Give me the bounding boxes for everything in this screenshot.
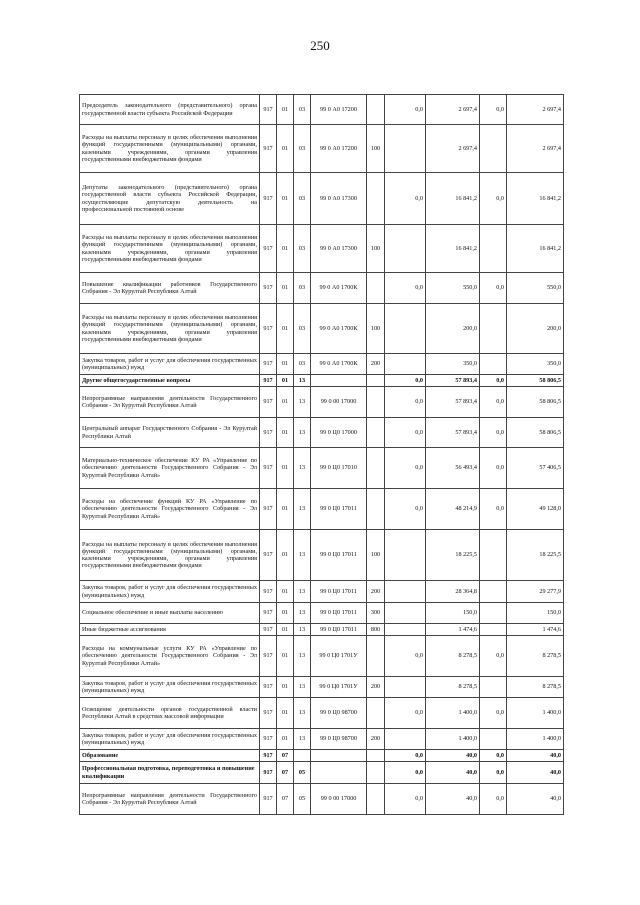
ministry-code: 917 [260,603,277,624]
amount-2: 1 400,0 [426,698,480,729]
amount-2: 2 697,4 [426,125,480,173]
amount-3: 0,0 [480,762,507,784]
ministry-code: 917 [260,762,277,784]
expense-type-code: 300 [367,603,385,624]
ministry-code: 917 [260,624,277,636]
row-description: Председатель законодательного (представительного) органа государственной власти субъекта Российской Федерации [80,95,260,125]
table-row [80,273,564,304]
subsection-code: 03 [294,273,311,304]
target-article-code: 99 0 А0 1700К [311,304,367,354]
row-description: Освещение деятельности органов государственной власти Республики Алтай в средствах массовой информации [80,698,260,729]
amount-1 [385,603,426,624]
amount-4: 550,0 [507,273,564,304]
subsection-code: 13 [294,530,311,581]
amount-1: 0,0 [385,375,426,387]
section-code: 01 [277,125,294,173]
row-description: Иные бюджетные ассигнования [80,624,260,636]
amount-4: 40,0 [507,750,564,762]
expense-type-code [367,636,385,677]
row-description: Другие общегосударственные вопросы [80,375,260,387]
table-row [80,762,564,784]
amount-2: 57 893,4 [426,418,480,448]
expense-type-code [367,418,385,448]
target-article-code: 99 0 Ц0 1701У [311,636,367,677]
section-code: 01 [277,273,294,304]
amount-1 [385,677,426,698]
ministry-code: 917 [260,750,277,762]
amount-1: 0,0 [385,273,426,304]
amount-3: 0,0 [480,418,507,448]
subsection-code: 03 [294,304,311,354]
amount-2: 48 214,9 [426,489,480,530]
table-row [80,225,564,273]
section-code: 01 [277,95,294,125]
table-row [80,530,564,581]
amount-4: 1 400,0 [507,729,564,750]
target-article-code [311,750,367,762]
ministry-code: 917 [260,273,277,304]
expense-type-code: 100 [367,304,385,354]
table-row [80,173,564,225]
expense-type-code [367,489,385,530]
ministry-code: 917 [260,448,277,489]
amount-1 [385,125,426,173]
amount-3: 0,0 [480,489,507,530]
target-article-code: 99 0 Ц0 17011 [311,530,367,581]
amount-2: 57 893,4 [426,387,480,418]
amount-3 [480,125,507,173]
target-article-code: 99 0 А0 17300 [311,225,367,273]
row-description: Расходы на коммунальные услуги КУ РА «Управление по обеспечению деятельности Государственного Собрания - Эл Курултай Республики Алтай» [80,636,260,677]
ministry-code: 917 [260,418,277,448]
expense-type-code: 100 [367,225,385,273]
subsection-code: 03 [294,354,311,375]
target-article-code: 99 0 Ц0 17010 [311,448,367,489]
expense-type-code [367,387,385,418]
expense-type-code: 800 [367,624,385,636]
amount-2: 8 278,5 [426,636,480,677]
ministry-code: 917 [260,95,277,125]
section-code: 01 [277,624,294,636]
amount-2: 1 474,6 [426,624,480,636]
amount-4: 8 278,5 [507,677,564,698]
ministry-code: 917 [260,375,277,387]
subsection-code: 13 [294,387,311,418]
ministry-code: 917 [260,530,277,581]
amount-3: 0,0 [480,95,507,125]
table-row [80,95,564,125]
amount-3 [480,225,507,273]
section-code: 01 [277,729,294,750]
amount-3: 0,0 [480,784,507,815]
amount-4: 16 841,2 [507,173,564,225]
row-description: Закупка товаров, работ и услуг для обеспечения государственных (муниципальных) нужд [80,581,260,603]
table-row [80,125,564,173]
section-code: 01 [277,173,294,225]
target-article-code: 99 0 Ц0 17011 [311,581,367,603]
amount-2: 1 400,0 [426,729,480,750]
section-code: 07 [277,762,294,784]
amount-4: 18 225,5 [507,530,564,581]
amount-4: 16 841,2 [507,225,564,273]
amount-4: 58 806,5 [507,387,564,418]
amount-2: 150,0 [426,603,480,624]
amount-2: 16 841,2 [426,173,480,225]
table-row [80,418,564,448]
section-code: 01 [277,304,294,354]
subsection-code: 13 [294,677,311,698]
subsection-code: 03 [294,125,311,173]
expense-type-code: 200 [367,581,385,603]
subsection-code: 13 [294,489,311,530]
amount-2: 56 493,4 [426,448,480,489]
subsection-code: 13 [294,581,311,603]
table-row [80,624,564,636]
amount-4: 2 697,4 [507,95,564,125]
expense-type-code: 200 [367,354,385,375]
ministry-code: 917 [260,677,277,698]
amount-1: 0,0 [385,387,426,418]
section-code: 01 [277,489,294,530]
amount-2: 350,0 [426,354,480,375]
expense-type-code [367,95,385,125]
target-article-code: 99 0 Ц0 17011 [311,603,367,624]
amount-3 [480,603,507,624]
target-article-code: 99 0 Ц0 17000 [311,418,367,448]
expense-type-code [367,448,385,489]
expense-type-code: 200 [367,677,385,698]
row-description: Социальное обеспечение и иные выплаты населению [80,603,260,624]
subsection-code: 03 [294,173,311,225]
amount-1 [385,624,426,636]
amount-4: 29 277,9 [507,581,564,603]
row-description: Расходы на выплаты персоналу в целях обеспечения выполнения функций государственными (муниципальными) органами, казенными учреждениями, органами управления государственными внебюджетными фондами [80,225,260,273]
amount-3: 0,0 [480,375,507,387]
table-row [80,636,564,677]
target-article-code: 99 0 А0 17200 [311,95,367,125]
table-row [80,448,564,489]
amount-4: 8 278,5 [507,636,564,677]
row-description: Расходы на выплаты персоналу в целях обеспечения выполнения функций государственными (муниципальными) органами, казенными учреждениями, органами управления государственными внебюджетными фондами [80,304,260,354]
section-code: 01 [277,530,294,581]
ministry-code: 917 [260,784,277,815]
ministry-code: 917 [260,225,277,273]
amount-1: 0,0 [385,95,426,125]
amount-3: 0,0 [480,698,507,729]
row-description: Закупка товаров, работ и услуг для обеспечения государственных (муниципальных) нужд [80,354,260,375]
amount-2: 16 841,2 [426,225,480,273]
amount-4: 49 128,0 [507,489,564,530]
row-description: Повышение квалификации работников Государственного Собрания - Эл Курултай Республики Алтай [80,273,260,304]
amount-3 [480,624,507,636]
budget-table [79,94,564,815]
amount-1: 0,0 [385,418,426,448]
ministry-code: 917 [260,698,277,729]
expense-type-code: 100 [367,530,385,581]
amount-4: 40,0 [507,762,564,784]
amount-1 [385,729,426,750]
ministry-code: 917 [260,489,277,530]
amount-1: 0,0 [385,750,426,762]
table-row [80,581,564,603]
row-description: Материально-техническое обеспечение КУ РА «Управление по обеспечению деятельности Государственного Собрания - Эл Курултай Республики Алтай» [80,448,260,489]
expense-type-code [367,784,385,815]
row-description: Центральный аппарат Государственного Собрания - Эл Курултай Республики Алтай [80,418,260,448]
target-article-code: 99 0 00 17000 [311,387,367,418]
row-description: Непрограммные направления деятельности Государственного Собрания - Эл Курултай Республики Алтай [80,387,260,418]
expense-type-code [367,750,385,762]
amount-1: 0,0 [385,489,426,530]
target-article-code: 99 0 Ц0 17011 [311,489,367,530]
table-row [80,489,564,530]
target-article-code: 99 0 Ц0 98700 [311,698,367,729]
amount-1 [385,581,426,603]
amount-1 [385,530,426,581]
amount-3 [480,354,507,375]
amount-3: 0,0 [480,636,507,677]
amount-3: 0,0 [480,448,507,489]
row-description: Расходы на выплаты персоналу в целях обеспечения выполнения функций государственными (муниципальными) органами, казенными учреждениями, органами управления государственными внебюджетными фондами [80,125,260,173]
ministry-code: 917 [260,581,277,603]
subsection-code: 13 [294,603,311,624]
amount-2: 57 893,4 [426,375,480,387]
ministry-code: 917 [260,173,277,225]
subsection-code: 05 [294,784,311,815]
table-row [80,354,564,375]
section-code: 01 [277,698,294,729]
page-number: 250 [310,38,330,53]
subsection-code: 13 [294,375,311,387]
section-code: 01 [277,677,294,698]
target-article-code: 99 0 00 17000 [311,784,367,815]
amount-1: 0,0 [385,784,426,815]
amount-4: 1 474,6 [507,624,564,636]
subsection-code: 13 [294,729,311,750]
subsection-code: 13 [294,418,311,448]
table-row [80,304,564,354]
amount-2: 40,0 [426,784,480,815]
amount-3 [480,530,507,581]
section-code: 01 [277,448,294,489]
amount-3: 0,0 [480,750,507,762]
amount-2: 8 278,5 [426,677,480,698]
amount-1: 0,0 [385,762,426,784]
table-row [80,677,564,698]
ministry-code: 917 [260,636,277,677]
row-description: Расходы на обеспечение функций КУ РА «Управление по обеспечению деятельности Государственного Собрания - Эл Курултай Республики Алтай» [80,489,260,530]
amount-4: 2 697,4 [507,125,564,173]
amount-4: 150,0 [507,603,564,624]
expense-type-code [367,762,385,784]
table-row [80,698,564,729]
amount-2: 28 364,8 [426,581,480,603]
target-article-code [311,375,367,387]
amount-2: 18 225,5 [426,530,480,581]
target-article-code: 99 0 А0 1700К [311,273,367,304]
amount-1 [385,304,426,354]
amount-3 [480,677,507,698]
amount-3: 0,0 [480,273,507,304]
target-article-code: 99 0 А0 17200 [311,125,367,173]
section-code: 01 [277,418,294,448]
expense-type-code [367,273,385,304]
amount-1: 0,0 [385,173,426,225]
amount-2: 40,0 [426,750,480,762]
amount-3: 0,0 [480,387,507,418]
target-article-code [311,762,367,784]
target-article-code: 99 0 А0 17300 [311,173,367,225]
amount-1 [385,225,426,273]
section-code: 01 [277,354,294,375]
row-description: Расходы на выплаты персоналу в целях обеспечения выполнения функций государственными (муниципальными) органами, казенными учреждениями, органами управления государственными внебюджетными фондами [80,530,260,581]
amount-1: 0,0 [385,448,426,489]
amount-3 [480,729,507,750]
subsection-code: 13 [294,448,311,489]
table-row [80,750,564,762]
amount-1: 0,0 [385,636,426,677]
section-code: 01 [277,636,294,677]
amount-2: 40,0 [426,762,480,784]
expense-type-code [367,173,385,225]
section-code: 01 [277,603,294,624]
subsection-code: 03 [294,95,311,125]
amount-3: 0,0 [480,173,507,225]
amount-4: 58 806,5 [507,418,564,448]
section-code: 07 [277,784,294,815]
subsection-code: 05 [294,762,311,784]
amount-4: 1 400,0 [507,698,564,729]
row-description: Закупка товаров, работ и услуг для обеспечения государственных (муниципальных) нужд [80,677,260,698]
amount-4: 40,0 [507,784,564,815]
table-row [80,387,564,418]
amount-2: 2 697,4 [426,95,480,125]
subsection-code: 03 [294,225,311,273]
section-code: 01 [277,375,294,387]
ministry-code: 917 [260,304,277,354]
subsection-code: 13 [294,698,311,729]
row-description: Профессиональная подготовка, переподготовка и повышение квалификации [80,762,260,784]
row-description: Депутаты законодательного (представительного) органа государственной власти субъекта Российской Федерации, осуществляющие депутатскую деятельность на профессиональной постоянной основе [80,173,260,225]
table-row [80,375,564,387]
amount-2: 550,0 [426,273,480,304]
expense-type-code: 100 [367,125,385,173]
target-article-code: 99 0 Ц0 1701У [311,677,367,698]
ministry-code: 917 [260,387,277,418]
expense-type-code: 200 [367,729,385,750]
section-code: 07 [277,750,294,762]
row-description: Закупка товаров, работ и услуг для обеспечения государственных (муниципальных) нужд [80,729,260,750]
ministry-code: 917 [260,125,277,173]
target-article-code: 99 0 Ц0 17011 [311,624,367,636]
section-code: 01 [277,225,294,273]
subsection-code: 13 [294,636,311,677]
section-code: 01 [277,387,294,418]
amount-3 [480,581,507,603]
amount-1: 0,0 [385,698,426,729]
table-row [80,603,564,624]
amount-2: 200,0 [426,304,480,354]
amount-4: 57 406,5 [507,448,564,489]
subsection-code: 13 [294,624,311,636]
table-row [80,784,564,815]
ministry-code: 917 [260,729,277,750]
amount-4: 58 806,5 [507,375,564,387]
table-row [80,729,564,750]
amount-4: 200,0 [507,304,564,354]
amount-4: 350,0 [507,354,564,375]
row-description: Образование [80,750,260,762]
amount-1 [385,354,426,375]
target-article-code: 99 0 Ц0 98700 [311,729,367,750]
ministry-code: 917 [260,354,277,375]
row-description: Непрограммные направления деятельности Государственного Собрания - Эл Курултай Республики Алтай [80,784,260,815]
target-article-code: 99 0 А0 1700К [311,354,367,375]
subsection-code [294,750,311,762]
expense-type-code [367,375,385,387]
expense-type-code [367,698,385,729]
amount-3 [480,304,507,354]
section-code: 01 [277,581,294,603]
